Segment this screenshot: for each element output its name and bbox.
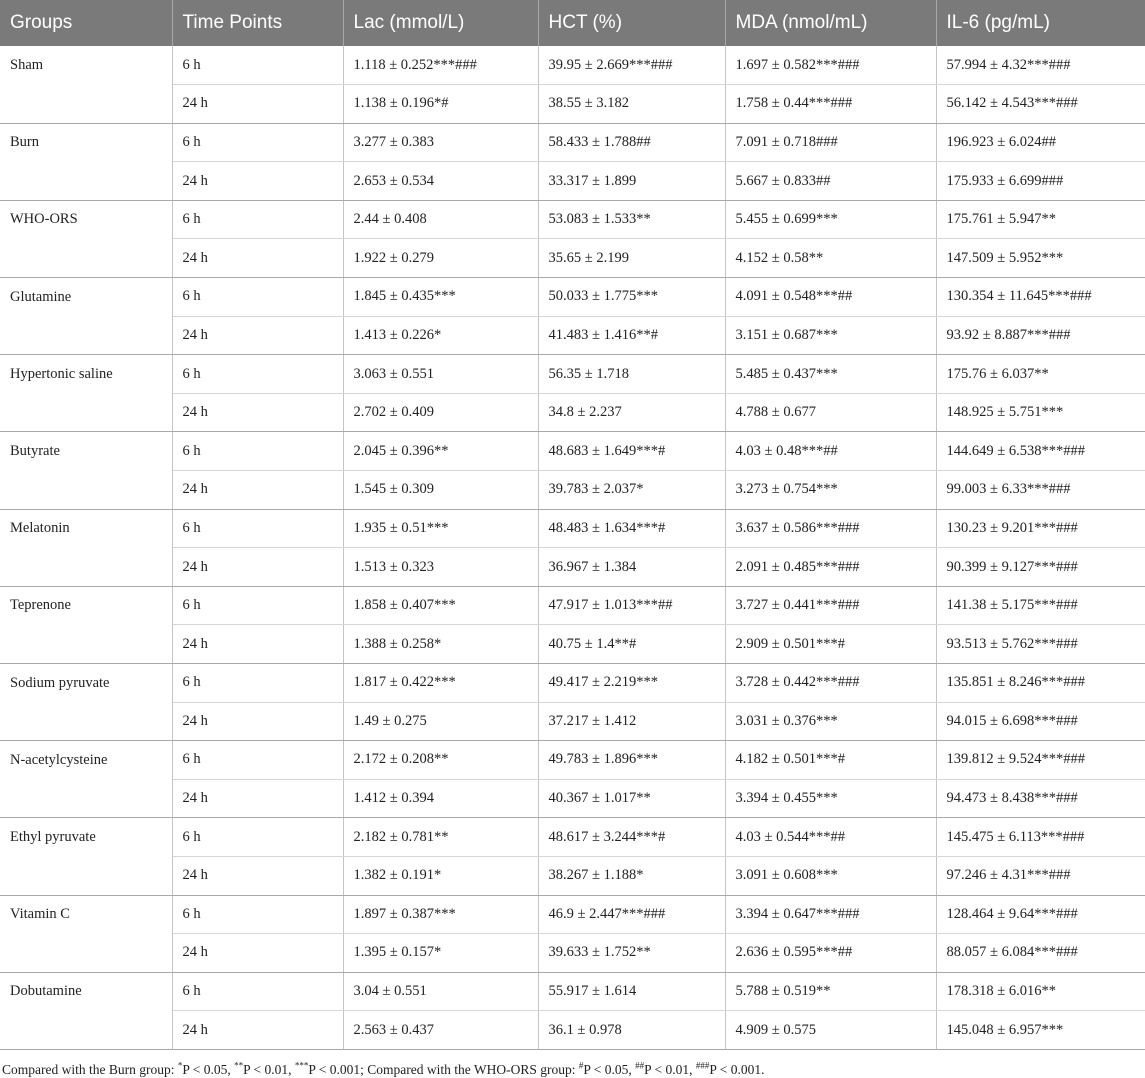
header-lac: Lac (mmol/L)	[343, 0, 538, 46]
lac-value-cell: 2.702 ± 0.409	[343, 393, 538, 432]
il6-value-cell: 57.994 ± 4.32***###	[936, 46, 1145, 85]
lac-value-cell: 1.545 ± 0.309	[343, 471, 538, 510]
mda-value-cell: 4.152 ± 0.58**	[725, 239, 936, 278]
lac-value-cell: 1.897 ± 0.387***	[343, 895, 538, 934]
group-name-cell: Dobutamine	[0, 972, 172, 1011]
mda-value-cell: 3.728 ± 0.442***###	[725, 664, 936, 703]
hct-value-cell: 39.783 ± 2.037*	[538, 471, 725, 510]
table-row	[0, 1011, 1145, 1050]
il6-value-cell: 144.649 ± 6.538***###	[936, 432, 1145, 471]
table-row	[0, 972, 1145, 1011]
il6-value-cell: 139.812 ± 9.524***###	[936, 741, 1145, 780]
mda-value-cell: 5.788 ± 0.519**	[725, 972, 936, 1011]
group-name-cell	[0, 1011, 172, 1050]
time-point-cell: 6 h	[172, 818, 343, 857]
time-point-cell: 6 h	[172, 586, 343, 625]
mda-value-cell: 1.697 ± 0.582***###	[725, 46, 936, 85]
hct-value-cell: 33.317 ± 1.899	[538, 162, 725, 201]
time-point-cell: 24 h	[172, 316, 343, 355]
hct-value-cell: 56.35 ± 1.718	[538, 355, 725, 394]
group-name-cell: Melatonin	[0, 509, 172, 548]
header-time-points: Time Points	[172, 0, 343, 46]
footnote-text: P < 0.05,	[583, 1061, 636, 1077]
lac-value-cell: 2.563 ± 0.437	[343, 1011, 538, 1050]
lac-value-cell: 2.44 ± 0.408	[343, 200, 538, 239]
il6-value-cell: 178.318 ± 6.016**	[936, 972, 1145, 1011]
time-point-cell: 6 h	[172, 432, 343, 471]
lac-value-cell: 2.182 ± 0.781**	[343, 818, 538, 857]
hct-value-cell: 55.917 ± 1.614	[538, 972, 725, 1011]
group-name-cell	[0, 85, 172, 124]
table-row	[0, 316, 1145, 355]
time-point-cell: 24 h	[172, 548, 343, 587]
table-row	[0, 934, 1145, 973]
time-point-cell: 24 h	[172, 625, 343, 664]
mda-value-cell: 4.182 ± 0.501***#	[725, 741, 936, 780]
group-name-cell	[0, 239, 172, 278]
table-row	[0, 586, 1145, 625]
mda-value-cell: 2.636 ± 0.595***##	[725, 934, 936, 973]
table-row	[0, 779, 1145, 818]
il6-value-cell: 141.38 ± 5.175***###	[936, 586, 1145, 625]
time-point-cell: 24 h	[172, 1011, 343, 1050]
il6-value-cell: 147.509 ± 5.952***	[936, 239, 1145, 278]
hct-value-cell: 46.9 ± 2.447***###	[538, 895, 725, 934]
il6-value-cell: 97.246 ± 4.31***###	[936, 856, 1145, 895]
time-point-cell: 24 h	[172, 934, 343, 973]
mda-value-cell: 5.455 ± 0.699***	[725, 200, 936, 239]
footnote-burn-lead: Compared with the Burn group:	[2, 1061, 178, 1077]
table-row	[0, 548, 1145, 587]
mda-value-cell: 4.909 ± 0.575	[725, 1011, 936, 1050]
group-name-cell	[0, 548, 172, 587]
time-point-cell: 6 h	[172, 200, 343, 239]
footnote	[0, 1050, 1145, 1078]
il6-value-cell: 145.475 ± 6.113***###	[936, 818, 1145, 857]
lac-value-cell: 1.513 ± 0.323	[343, 548, 538, 587]
table-row	[0, 856, 1145, 895]
table-row	[0, 818, 1145, 857]
mda-value-cell: 3.394 ± 0.647***###	[725, 895, 936, 934]
mda-value-cell: 3.637 ± 0.586***###	[725, 509, 936, 548]
hct-value-cell: 35.65 ± 2.199	[538, 239, 725, 278]
il6-value-cell: 130.23 ± 9.201***###	[936, 509, 1145, 548]
lac-value-cell: 3.277 ± 0.383	[343, 123, 538, 162]
mda-value-cell: 3.151 ± 0.687***	[725, 316, 936, 355]
il6-value-cell: 88.057 ± 6.084***###	[936, 934, 1145, 973]
hct-value-cell: 34.8 ± 2.237	[538, 393, 725, 432]
hct-value-cell: 53.083 ± 1.533**	[538, 200, 725, 239]
il6-value-cell: 128.464 ± 9.64***###	[936, 895, 1145, 934]
group-name-cell	[0, 471, 172, 510]
hct-value-cell: 49.417 ± 2.219***	[538, 664, 725, 703]
footnote-text: P < 0.01,	[243, 1061, 295, 1077]
hct-value-cell: 50.033 ± 1.775***	[538, 278, 725, 317]
footnote-text: P < 0.01,	[644, 1061, 696, 1077]
lac-value-cell: 1.49 ± 0.275	[343, 702, 538, 741]
group-name-cell	[0, 856, 172, 895]
lac-value-cell: 1.382 ± 0.191*	[343, 856, 538, 895]
time-point-cell: 24 h	[172, 471, 343, 510]
group-name-cell: Burn	[0, 123, 172, 162]
table-row	[0, 509, 1145, 548]
time-point-cell: 6 h	[172, 355, 343, 394]
il6-value-cell: 90.399 ± 9.127***###	[936, 548, 1145, 587]
group-name-cell: Sodium pyruvate	[0, 664, 172, 703]
footnote-mark: ###	[695, 1060, 710, 1071]
mda-value-cell: 3.727 ± 0.441***###	[725, 586, 936, 625]
il6-value-cell: 94.473 ± 8.438***###	[936, 779, 1145, 818]
il6-value-cell: 94.015 ± 6.698***###	[936, 702, 1145, 741]
mda-value-cell: 4.03 ± 0.48***##	[725, 432, 936, 471]
table-body	[0, 46, 1145, 1049]
lac-value-cell: 2.045 ± 0.396**	[343, 432, 538, 471]
time-point-cell: 6 h	[172, 509, 343, 548]
mda-value-cell: 1.758 ± 0.44***###	[725, 85, 936, 124]
hct-value-cell: 49.783 ± 1.896***	[538, 741, 725, 780]
mda-value-cell: 4.091 ± 0.548***##	[725, 278, 936, 317]
time-point-cell: 24 h	[172, 702, 343, 741]
table-row	[0, 432, 1145, 471]
mda-value-cell: 3.273 ± 0.754***	[725, 471, 936, 510]
group-name-cell: Hypertonic saline	[0, 355, 172, 394]
group-name-cell	[0, 625, 172, 664]
il6-value-cell: 175.761 ± 5.947**	[936, 200, 1145, 239]
lac-value-cell: 1.395 ± 0.157*	[343, 934, 538, 973]
lac-value-cell: 1.388 ± 0.258*	[343, 625, 538, 664]
il6-value-cell: 56.142 ± 4.543***###	[936, 85, 1145, 124]
table-row	[0, 162, 1145, 201]
table-row	[0, 702, 1145, 741]
table-row	[0, 85, 1145, 124]
table-row	[0, 355, 1145, 394]
header-groups: Groups	[0, 0, 172, 46]
hct-value-cell: 39.95 ± 2.669***###	[538, 46, 725, 85]
il6-value-cell: 93.92 ± 8.887***###	[936, 316, 1145, 355]
lac-value-cell: 1.858 ± 0.407***	[343, 586, 538, 625]
group-name-cell: Teprenone	[0, 586, 172, 625]
table-row	[0, 46, 1145, 85]
footnote-mark: **	[234, 1060, 244, 1071]
group-name-cell	[0, 702, 172, 741]
table-row	[0, 895, 1145, 934]
il6-value-cell: 175.76 ± 6.037**	[936, 355, 1145, 394]
mda-value-cell: 3.031 ± 0.376***	[725, 702, 936, 741]
hct-value-cell: 40.75 ± 1.4**#	[538, 625, 725, 664]
table-row	[0, 123, 1145, 162]
il6-value-cell: 145.048 ± 6.957***	[936, 1011, 1145, 1050]
lac-value-cell: 1.817 ± 0.422***	[343, 664, 538, 703]
time-point-cell: 6 h	[172, 46, 343, 85]
il6-value-cell: 93.513 ± 5.762***###	[936, 625, 1145, 664]
lac-value-cell: 1.118 ± 0.252***###	[343, 46, 538, 85]
mda-value-cell: 5.667 ± 0.833##	[725, 162, 936, 201]
il6-value-cell: 99.003 ± 6.33***###	[936, 471, 1145, 510]
group-name-cell	[0, 779, 172, 818]
mda-value-cell: 3.394 ± 0.455***	[725, 779, 936, 818]
hct-value-cell: 36.1 ± 0.978	[538, 1011, 725, 1050]
mda-value-cell: 3.091 ± 0.608***	[725, 856, 936, 895]
header-hct: HCT (%)	[538, 0, 725, 46]
mda-value-cell: 5.485 ± 0.437***	[725, 355, 936, 394]
time-point-cell: 24 h	[172, 85, 343, 124]
hct-value-cell: 36.967 ± 1.384	[538, 548, 725, 587]
hct-value-cell: 48.483 ± 1.634***#	[538, 509, 725, 548]
hct-value-cell: 48.617 ± 3.244***#	[538, 818, 725, 857]
il6-value-cell: 148.925 ± 5.751***	[936, 393, 1145, 432]
table-row	[0, 664, 1145, 703]
header-mda: MDA (nmol/mL)	[725, 0, 936, 46]
footnote-mark: *	[177, 1060, 183, 1071]
time-point-cell: 24 h	[172, 393, 343, 432]
header-row	[0, 0, 1145, 46]
time-point-cell: 24 h	[172, 162, 343, 201]
time-point-cell: 24 h	[172, 779, 343, 818]
group-name-cell	[0, 162, 172, 201]
group-name-cell: Glutamine	[0, 278, 172, 317]
lac-value-cell: 1.935 ± 0.51***	[343, 509, 538, 548]
group-name-cell: N-acetylcysteine	[0, 741, 172, 780]
il6-value-cell: 135.851 ± 8.246***###	[936, 664, 1145, 703]
lac-value-cell: 1.413 ± 0.226*	[343, 316, 538, 355]
mda-value-cell: 2.909 ± 0.501***#	[725, 625, 936, 664]
il6-value-cell: 130.354 ± 11.645***###	[936, 278, 1145, 317]
lac-value-cell: 2.653 ± 0.534	[343, 162, 538, 201]
table-row	[0, 471, 1145, 510]
hct-value-cell: 41.483 ± 1.416**#	[538, 316, 725, 355]
lac-value-cell: 1.412 ± 0.394	[343, 779, 538, 818]
mda-value-cell: 4.788 ± 0.677	[725, 393, 936, 432]
hct-value-cell: 58.433 ± 1.788##	[538, 123, 725, 162]
hct-value-cell: 38.55 ± 3.182	[538, 85, 725, 124]
table-row	[0, 239, 1145, 278]
time-point-cell: 6 h	[172, 895, 343, 934]
hct-value-cell: 48.683 ± 1.649***#	[538, 432, 725, 471]
il6-value-cell: 175.933 ± 6.699###	[936, 162, 1145, 201]
mda-value-cell: 4.03 ± 0.544***##	[725, 818, 936, 857]
group-name-cell: Sham	[0, 46, 172, 85]
lac-value-cell: 3.063 ± 0.551	[343, 355, 538, 394]
mda-value-cell: 2.091 ± 0.485***###	[725, 548, 936, 587]
footnote-text: P < 0.05,	[182, 1061, 235, 1077]
table-row	[0, 625, 1145, 664]
time-point-cell: 6 h	[172, 664, 343, 703]
footnote-mark: ##	[635, 1060, 645, 1071]
time-point-cell: 6 h	[172, 123, 343, 162]
table-row	[0, 741, 1145, 780]
group-name-cell	[0, 316, 172, 355]
lac-value-cell: 2.172 ± 0.208**	[343, 741, 538, 780]
hct-value-cell: 37.217 ± 1.412	[538, 702, 725, 741]
table-header	[0, 0, 1145, 46]
time-point-cell: 24 h	[172, 239, 343, 278]
hct-value-cell: 47.917 ± 1.013***##	[538, 586, 725, 625]
group-name-cell	[0, 393, 172, 432]
table-row	[0, 278, 1145, 317]
table-row	[0, 200, 1145, 239]
hct-value-cell: 39.633 ± 1.752**	[538, 934, 725, 973]
time-point-cell: 6 h	[172, 278, 343, 317]
il6-value-cell: 196.923 ± 6.024##	[936, 123, 1145, 162]
footnote-text: P < 0.001;	[308, 1061, 368, 1077]
mda-value-cell: 7.091 ± 0.718###	[725, 123, 936, 162]
footnote-ors-lead: Compared with the WHO-ORS group:	[367, 1061, 579, 1077]
time-point-cell: 24 h	[172, 856, 343, 895]
time-point-cell: 6 h	[172, 741, 343, 780]
group-name-cell: Ethyl pyruvate	[0, 818, 172, 857]
hct-value-cell: 40.367 ± 1.017**	[538, 779, 725, 818]
table-row	[0, 393, 1145, 432]
footnote-mark: ***	[294, 1060, 309, 1071]
footnote-text: P < 0.001.	[709, 1061, 765, 1077]
hct-value-cell: 38.267 ± 1.188*	[538, 856, 725, 895]
lac-value-cell: 1.922 ± 0.279	[343, 239, 538, 278]
time-point-cell: 6 h	[172, 972, 343, 1011]
group-name-cell: Butyrate	[0, 432, 172, 471]
group-name-cell: WHO-ORS	[0, 200, 172, 239]
lac-value-cell: 1.138 ± 0.196*#	[343, 85, 538, 124]
header-il6: IL-6 (pg/mL)	[946, 12, 1050, 33]
group-name-cell: Vitamin C	[0, 895, 172, 934]
lac-value-cell: 1.845 ± 0.435***	[343, 278, 538, 317]
group-name-cell	[0, 934, 172, 973]
lac-value-cell: 3.04 ± 0.551	[343, 972, 538, 1011]
footnote-mark: #	[578, 1060, 584, 1071]
